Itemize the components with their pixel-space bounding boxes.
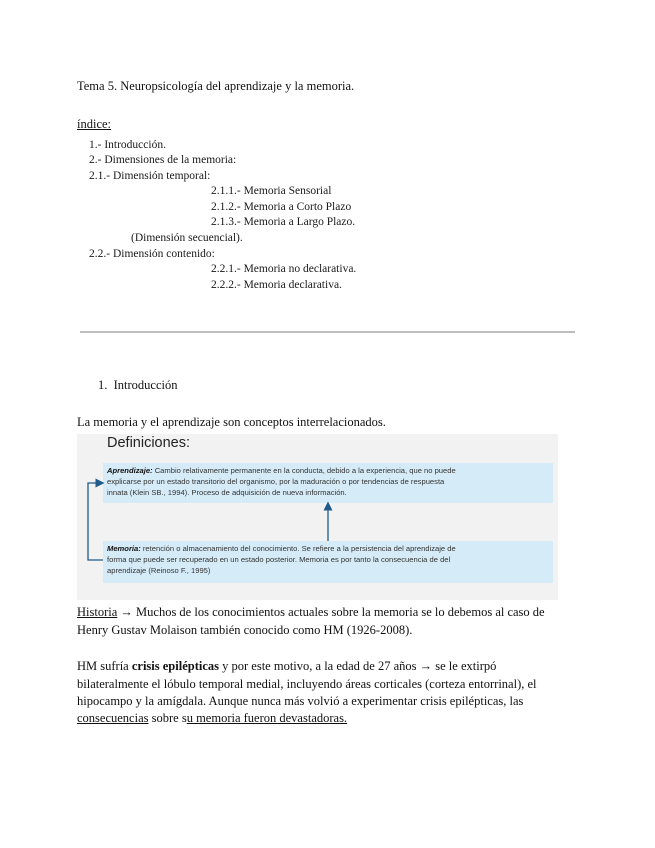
aprendizaje-line: Cambio relativamente permanente en la conducta, debido a la experiencia, que no puede xyxy=(154,466,456,475)
intro-paragraph: La memoria y el aprendizaje son conceptos interrelacionados. xyxy=(77,415,386,429)
toc-item: 2.1.2.- Memoria a Corto Plazo xyxy=(211,201,352,213)
arrow-icon: → xyxy=(120,605,133,619)
memoria-line: retención o almacenamiento del conocimiento. Se refiere a la persistencia del aprendizaje de xyxy=(142,544,456,553)
section-number: 1. xyxy=(98,378,108,392)
index-label: índice: xyxy=(77,117,112,131)
aprendizaje-line: explicarse por un estado transitorio del organismo, por la maduración o por tendencias de respuesta xyxy=(107,476,445,486)
definitions-figure xyxy=(77,434,558,600)
memoria-line: aprendizaje (Reinoso F., 1995) xyxy=(107,565,211,575)
toc-item: 2.2.2.- Memoria declarativa. xyxy=(211,279,342,291)
definitions-title: Definiciones: xyxy=(107,435,191,451)
memoria-card xyxy=(103,541,553,583)
left-bracket-arrow xyxy=(88,483,103,560)
toc-item: (Dimensión secuencial). xyxy=(131,232,243,244)
toc-item: 2.1.1.- Memoria Sensorial xyxy=(211,185,332,197)
bold-term: crisis epilépticas xyxy=(131,659,219,673)
hm-line-1: HM sufría crisis epilépticas y por este motivo, a la edad de 27 años → se le extirpó xyxy=(77,659,497,673)
table-of-contents xyxy=(0,0,655,298)
memoria-line: forma que puede ser recuperado en un estado posterior. Memoria es por tanto la consecuencia de del xyxy=(107,554,451,564)
hm-line-3: hipocampo y la amígdala. Aunque nunca más volvió a experimentar crisis epilépticas, las xyxy=(77,694,524,708)
historia-line-1: Historia → Muchos de los conocimientos actuales sobre la memoria se lo debemos al caso de xyxy=(77,605,545,619)
toc-item: 2.2.- Dimensión contenido: xyxy=(89,248,215,260)
historia-line-2: Henry Gustav Molaison también conocido como HM (1926-2008). xyxy=(77,623,413,637)
toc-item: 2.- Dimensiones de la memoria: xyxy=(89,154,237,166)
memoria-term: Memoria: xyxy=(107,544,141,553)
toc-item: 1.- Introducción. xyxy=(89,139,166,151)
aprendizaje-card xyxy=(103,463,553,503)
hm-line-2: bilateralmente el lóbulo temporal medial, incluyendo áreas corticales (corteza entorrinal), el xyxy=(77,677,537,691)
document-title: Tema 5. Neuropsicología del aprendizaje y la memoria. xyxy=(77,79,355,93)
historia-label: Historia xyxy=(77,605,118,619)
horizontal-divider xyxy=(80,331,575,333)
hm-line-4: consecuencias sobre su memoria fueron devastadoras. xyxy=(77,711,348,725)
aprendizaje-term: Aprendizaje: xyxy=(107,466,153,475)
aprendizaje-line: innata (Klein SB., 1994). Proceso de adquisición de nueva información. xyxy=(107,487,347,497)
section-heading xyxy=(98,378,178,393)
toc-item: 2.1.- Dimensión temporal: xyxy=(89,170,211,182)
toc-item: 2.2.1.- Memoria no declarativa. xyxy=(211,263,357,275)
toc-item: 2.1.3.- Memoria a Largo Plazo. xyxy=(211,216,356,228)
section-title: Introducción xyxy=(113,378,178,392)
